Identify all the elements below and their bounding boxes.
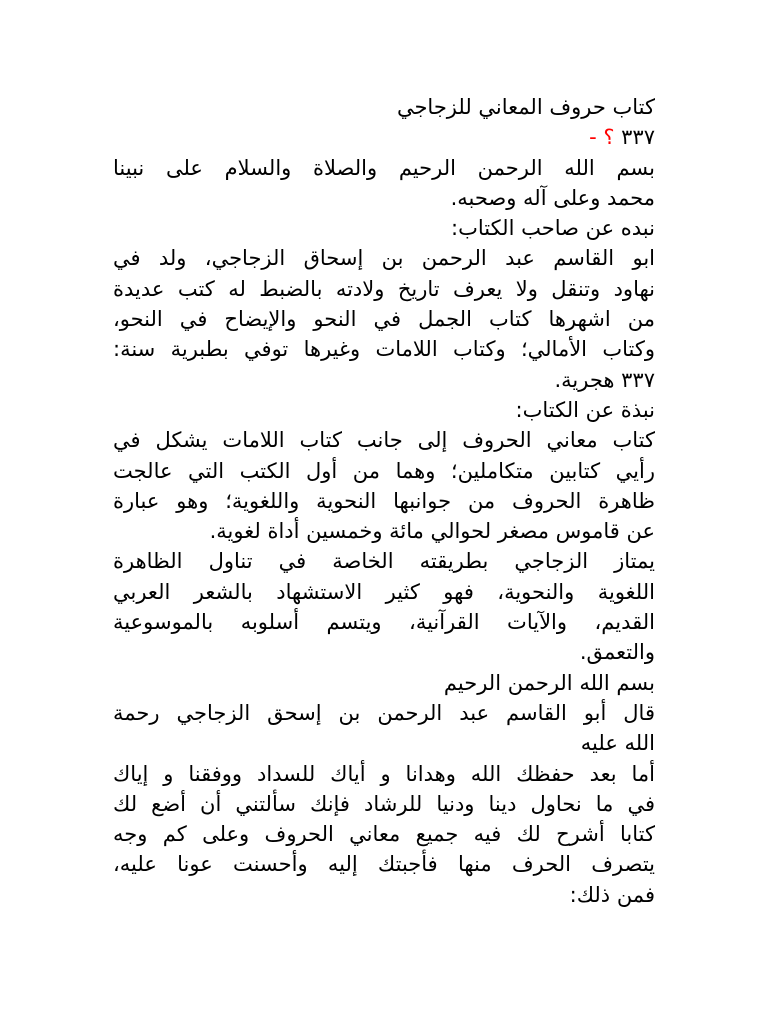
- date-unknown-marker: ؟ -: [589, 125, 615, 150]
- text-line: والتعمق.: [579, 640, 655, 665]
- text-line: في ما نحاول دينا ودنيا للرشاد فإنك سألتني أن أضع لك: [113, 791, 655, 816]
- text-line: من اشهرها كتاب الجمل في النحو والإيضاح في النحو،: [113, 307, 655, 332]
- text-line: فمن ذلك:: [569, 882, 655, 907]
- text-line: أما بعد حفظك الله وهدانا و أياك للسداد ووفقنا و إياك: [113, 761, 655, 786]
- text-line: يتصرف الحرف منها فأجبتك إليه وأحسنت عونا عليه،: [113, 852, 655, 877]
- text-line: ابو القاسم عبد الرحمن بن إسحاق الزجاجي، ولد في: [113, 246, 655, 271]
- text-line: يمتاز الزجاجي بطريقته الخاصة في تناول الظاهرة: [113, 549, 655, 574]
- text-line: وكتاب الأمالي؛ وكتاب اللامات وغيرها توفي بطبرية سنة:: [113, 337, 655, 362]
- text-line: عن قاموس مصغر لحوالي مائة وخمسين أداة لغوية.: [209, 519, 655, 544]
- text-line: نهاود وتنقل ولا يعرف تاريخ ولادته بالضبط له كتب عديدة: [113, 276, 655, 301]
- document-body: [113, 153, 655, 910]
- author-dates: [113, 122, 655, 152]
- date-year: ٣٣٧: [621, 125, 655, 150]
- text-line: بسم الله الرحمن الرحيم: [443, 670, 655, 695]
- text-line: محمد وعلى آله وصحبه.: [450, 185, 655, 210]
- text-line: رأيي كتابين متكاملين؛ وهما من أول الكتب التي عالجت: [113, 458, 655, 483]
- text-line: بسم الله الرحمن الرحيم والصلاة والسلام على نبينا: [113, 155, 655, 180]
- text-line: القديم، والآيات القرآنية، ويتسم أسلوبه بالموسوعية: [113, 610, 655, 635]
- text-line: نبده عن صاحب الكتاب:: [451, 216, 655, 241]
- text-line: ظاهرة الحروف من جوانبها النحوية واللغوية؛ وهو عبارة: [113, 488, 655, 513]
- text-line: الله عليه: [580, 731, 655, 756]
- text-line: كتاب معاني الحروف إلى جانب كتاب اللامات يشكل في: [113, 428, 655, 453]
- text-line: اللغوية والنحوية، فهو كثير الاستشهاد بالشعر العربي: [113, 579, 655, 604]
- text-line: كتابا أشرح لك فيه جميع معاني الحروف وعلى كم وجه: [113, 822, 655, 847]
- document-page: [113, 92, 655, 910]
- text-line: ٣٣٧ هجرية.: [554, 367, 655, 392]
- text-line: نبذة عن الكتاب:: [515, 397, 655, 422]
- text-line: قال أبو القاسم عبد الرحمن بن إسحق الزجاجي رحمة: [113, 700, 655, 725]
- document-title: كتاب حروف المعاني للزجاجي: [396, 95, 655, 119]
